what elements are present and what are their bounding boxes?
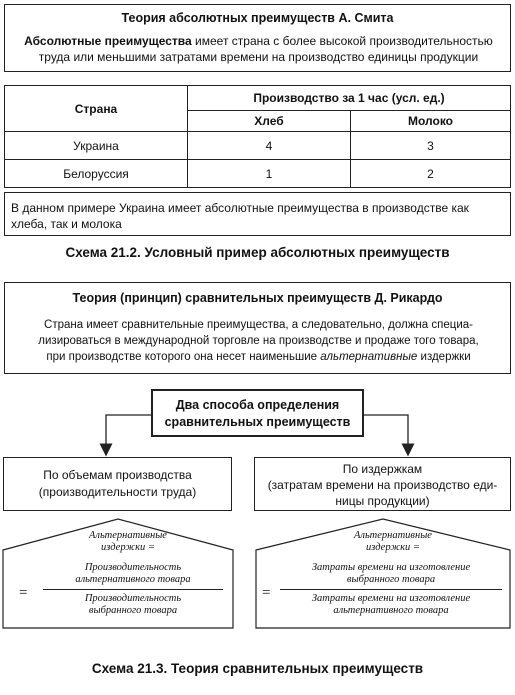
left-head2: издержки = bbox=[101, 542, 155, 553]
volume-line2: (производительности труда) bbox=[38, 485, 197, 499]
left-arrow bbox=[106, 415, 151, 450]
left-formula-head bbox=[23, 530, 233, 554]
methods-box bbox=[151, 389, 364, 437]
right-num1: Затраты времени на изготовление bbox=[311, 562, 471, 573]
caption-schema-21-3: Схема 21.3. Теория сравнительных преимуществ bbox=[91, 661, 424, 676]
table-row bbox=[5, 160, 511, 188]
methods-line2: сравнительных преимуществ bbox=[164, 415, 351, 429]
smith-title: Теория абсолютных преимуществ А. Смита bbox=[121, 11, 394, 25]
ricardo-line3-ital: альтернативные bbox=[320, 351, 418, 363]
left-num2: альтернативного товара bbox=[75, 574, 191, 585]
left-num1: Производительность bbox=[84, 562, 182, 573]
table-row bbox=[5, 132, 511, 160]
example-line1: В данном примере Украина имеет абсолютные преимущества в производстве как bbox=[11, 201, 469, 215]
volume-method-box bbox=[3, 457, 232, 511]
volume-line1: По объемам производства bbox=[43, 468, 192, 482]
cost-line2: (затратам времени на производство еди- bbox=[267, 478, 498, 492]
left-denominator bbox=[43, 593, 223, 617]
smith-theory-box bbox=[4, 4, 511, 72]
methods-line1: Два способа определения bbox=[175, 398, 340, 412]
right-num2: выбранного товара bbox=[346, 574, 436, 585]
left-numerator bbox=[43, 562, 223, 586]
right-den2: альтернативного товара bbox=[333, 605, 449, 616]
bread-cell: 4 bbox=[188, 132, 351, 160]
country-cell: Белоруссия bbox=[5, 160, 188, 188]
milk-cell: 3 bbox=[351, 132, 511, 160]
country-header: Страна bbox=[5, 86, 188, 132]
example-text bbox=[11, 200, 469, 232]
left-fraction bbox=[43, 562, 223, 617]
cost-line1: По издержкам bbox=[342, 462, 423, 476]
smith-line1-rest: имеет страна с более высокой производительностью bbox=[191, 34, 493, 48]
left-head1: Альтернативные bbox=[89, 530, 167, 541]
ricardo-line3-post: издержки bbox=[417, 351, 471, 363]
right-denominator bbox=[280, 593, 502, 617]
country-cell: Украина bbox=[5, 132, 188, 160]
production-header: Производство за 1 час (усл. ед.) bbox=[188, 86, 511, 111]
example-box bbox=[4, 192, 511, 236]
milk-cell: 2 bbox=[351, 160, 511, 188]
methods-text bbox=[153, 397, 362, 431]
right-fraction bbox=[280, 562, 502, 617]
right-head2: издержки = bbox=[366, 542, 420, 553]
left-eq: = bbox=[19, 585, 28, 601]
left-den2: выбранного товара bbox=[88, 605, 178, 616]
ricardo-theory-box bbox=[4, 282, 511, 374]
right-arrow bbox=[364, 415, 408, 450]
bread-cell: 1 bbox=[188, 160, 351, 188]
left-fraction-line bbox=[43, 589, 223, 590]
ricardo-line2: лизироваться в международной торговле на производстве и продаже того товара, bbox=[38, 335, 479, 347]
production-table bbox=[4, 85, 511, 188]
smith-term: Абсолютные преимущества bbox=[24, 34, 192, 48]
milk-header: Молоко bbox=[351, 111, 511, 132]
bread-header: Хлеб bbox=[188, 111, 351, 132]
left-formula bbox=[3, 530, 233, 616]
smith-line2: труда или меньшими затратами времени на производство единицы продукции bbox=[38, 50, 479, 64]
right-head1: Альтернативные bbox=[354, 530, 432, 541]
right-formula-head bbox=[276, 530, 510, 554]
right-den1: Затраты времени на изготовление bbox=[311, 593, 471, 604]
cost-method-text bbox=[255, 461, 510, 509]
ricardo-line3-pre: при производстве которого она несет наименьшие bbox=[46, 351, 321, 363]
ricardo-definition bbox=[9, 317, 508, 365]
cost-line3: ницы продукции) bbox=[335, 494, 430, 508]
volume-method-text bbox=[4, 467, 231, 501]
right-formula bbox=[256, 530, 510, 616]
smith-definition bbox=[11, 33, 506, 65]
left-den1: Производительность bbox=[84, 593, 182, 604]
caption-schema-21-2: Схема 21.2. Условный пример абсолютных преимуществ bbox=[65, 245, 450, 260]
cost-method-box bbox=[254, 457, 511, 511]
ricardo-title: Теория (принцип) сравнительных преимуществ Д. Рикардо bbox=[72, 291, 443, 305]
ricardo-line1: Страна имеет сравнительные преимущества, а следовательно, должна специа- bbox=[44, 319, 473, 331]
right-fraction-line bbox=[280, 589, 502, 590]
right-numerator bbox=[280, 562, 502, 586]
right-eq: = bbox=[262, 585, 271, 601]
example-line2: хлеба, так и молока bbox=[11, 217, 122, 231]
